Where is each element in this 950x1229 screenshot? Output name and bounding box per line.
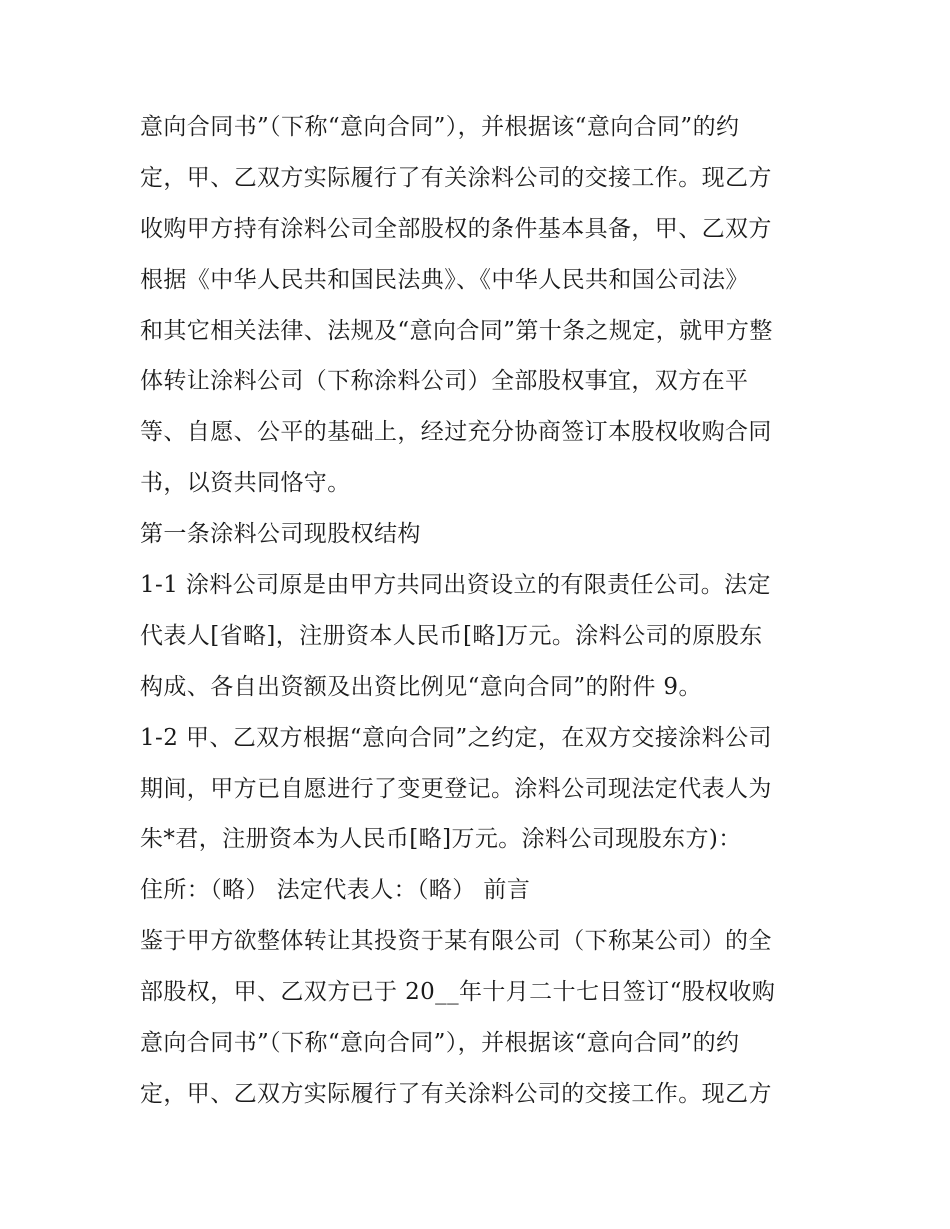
text-line: 和其它相关法律、法规及“意向合同”第十条之规定，就甲方整 (140, 317, 773, 344)
text-line: 定，甲、乙双方实际履行了有关涂料公司的交接工作。现乙方 (140, 164, 772, 191)
text-line: 根据《中华人民共和国民法典》、《中华人民共和国公司法》 (140, 266, 749, 293)
document-body (140, 102, 820, 1120)
text-line: 住所：（略） 法定代表人：（略） 前言 (140, 877, 531, 904)
text-line: 部股权，甲、乙双方已于 20__年十月二十七日签订“股权收购 (140, 979, 776, 1006)
text-line: 意向合同书”（下称“意向合同”），并根据该“意向合同”的约 (140, 114, 740, 140)
text-line: 收购甲方持有涂料公司全部股权的条件基本具备，甲、乙双方 (140, 215, 772, 242)
text-line: 鉴于甲方欲整体转让其投资于某有限公司（下称某公司）的全 (140, 928, 772, 955)
text-line: 代表人[省略]，注册资本人民币[略]万元。涂料公司的原股东 (140, 622, 763, 649)
text-line: 定，甲、乙双方实际履行了有关涂料公司的交接工作。现乙方 (140, 1080, 772, 1107)
text-line: 意向合同书”（下称“意向合同”），并根据该“意向合同”的约 (140, 1030, 740, 1057)
text-line: 1-1 涂料公司原是由甲方共同出资设立的有限责任公司。法定 (140, 572, 771, 599)
section-heading: 第一条涂料公司现股权结构 (140, 521, 421, 548)
text-line: 体转让涂料公司（下称涂料公司）全部股权事宜，双方在平 (140, 368, 749, 395)
text-line: 等、自愿、公平的基础上，经过充分协商签订本股权收购合同 (140, 419, 772, 446)
text-line: 期间，甲方已自愿进行了变更登记。涂料公司现法定代表人为 (140, 775, 772, 802)
text-line: 书，以资共同恪守。 (140, 470, 351, 497)
text-line: 构成、各自出资额及出资比例见“意向合同”的附件 9。 (140, 673, 702, 700)
text-line: 朱*君，注册资本为人民币[略]万元。涂料公司现股东方)： (140, 826, 742, 853)
text-line: 1-2 甲、乙双方根据“意向合同”之约定，在双方交接涂料公司 (140, 724, 772, 751)
